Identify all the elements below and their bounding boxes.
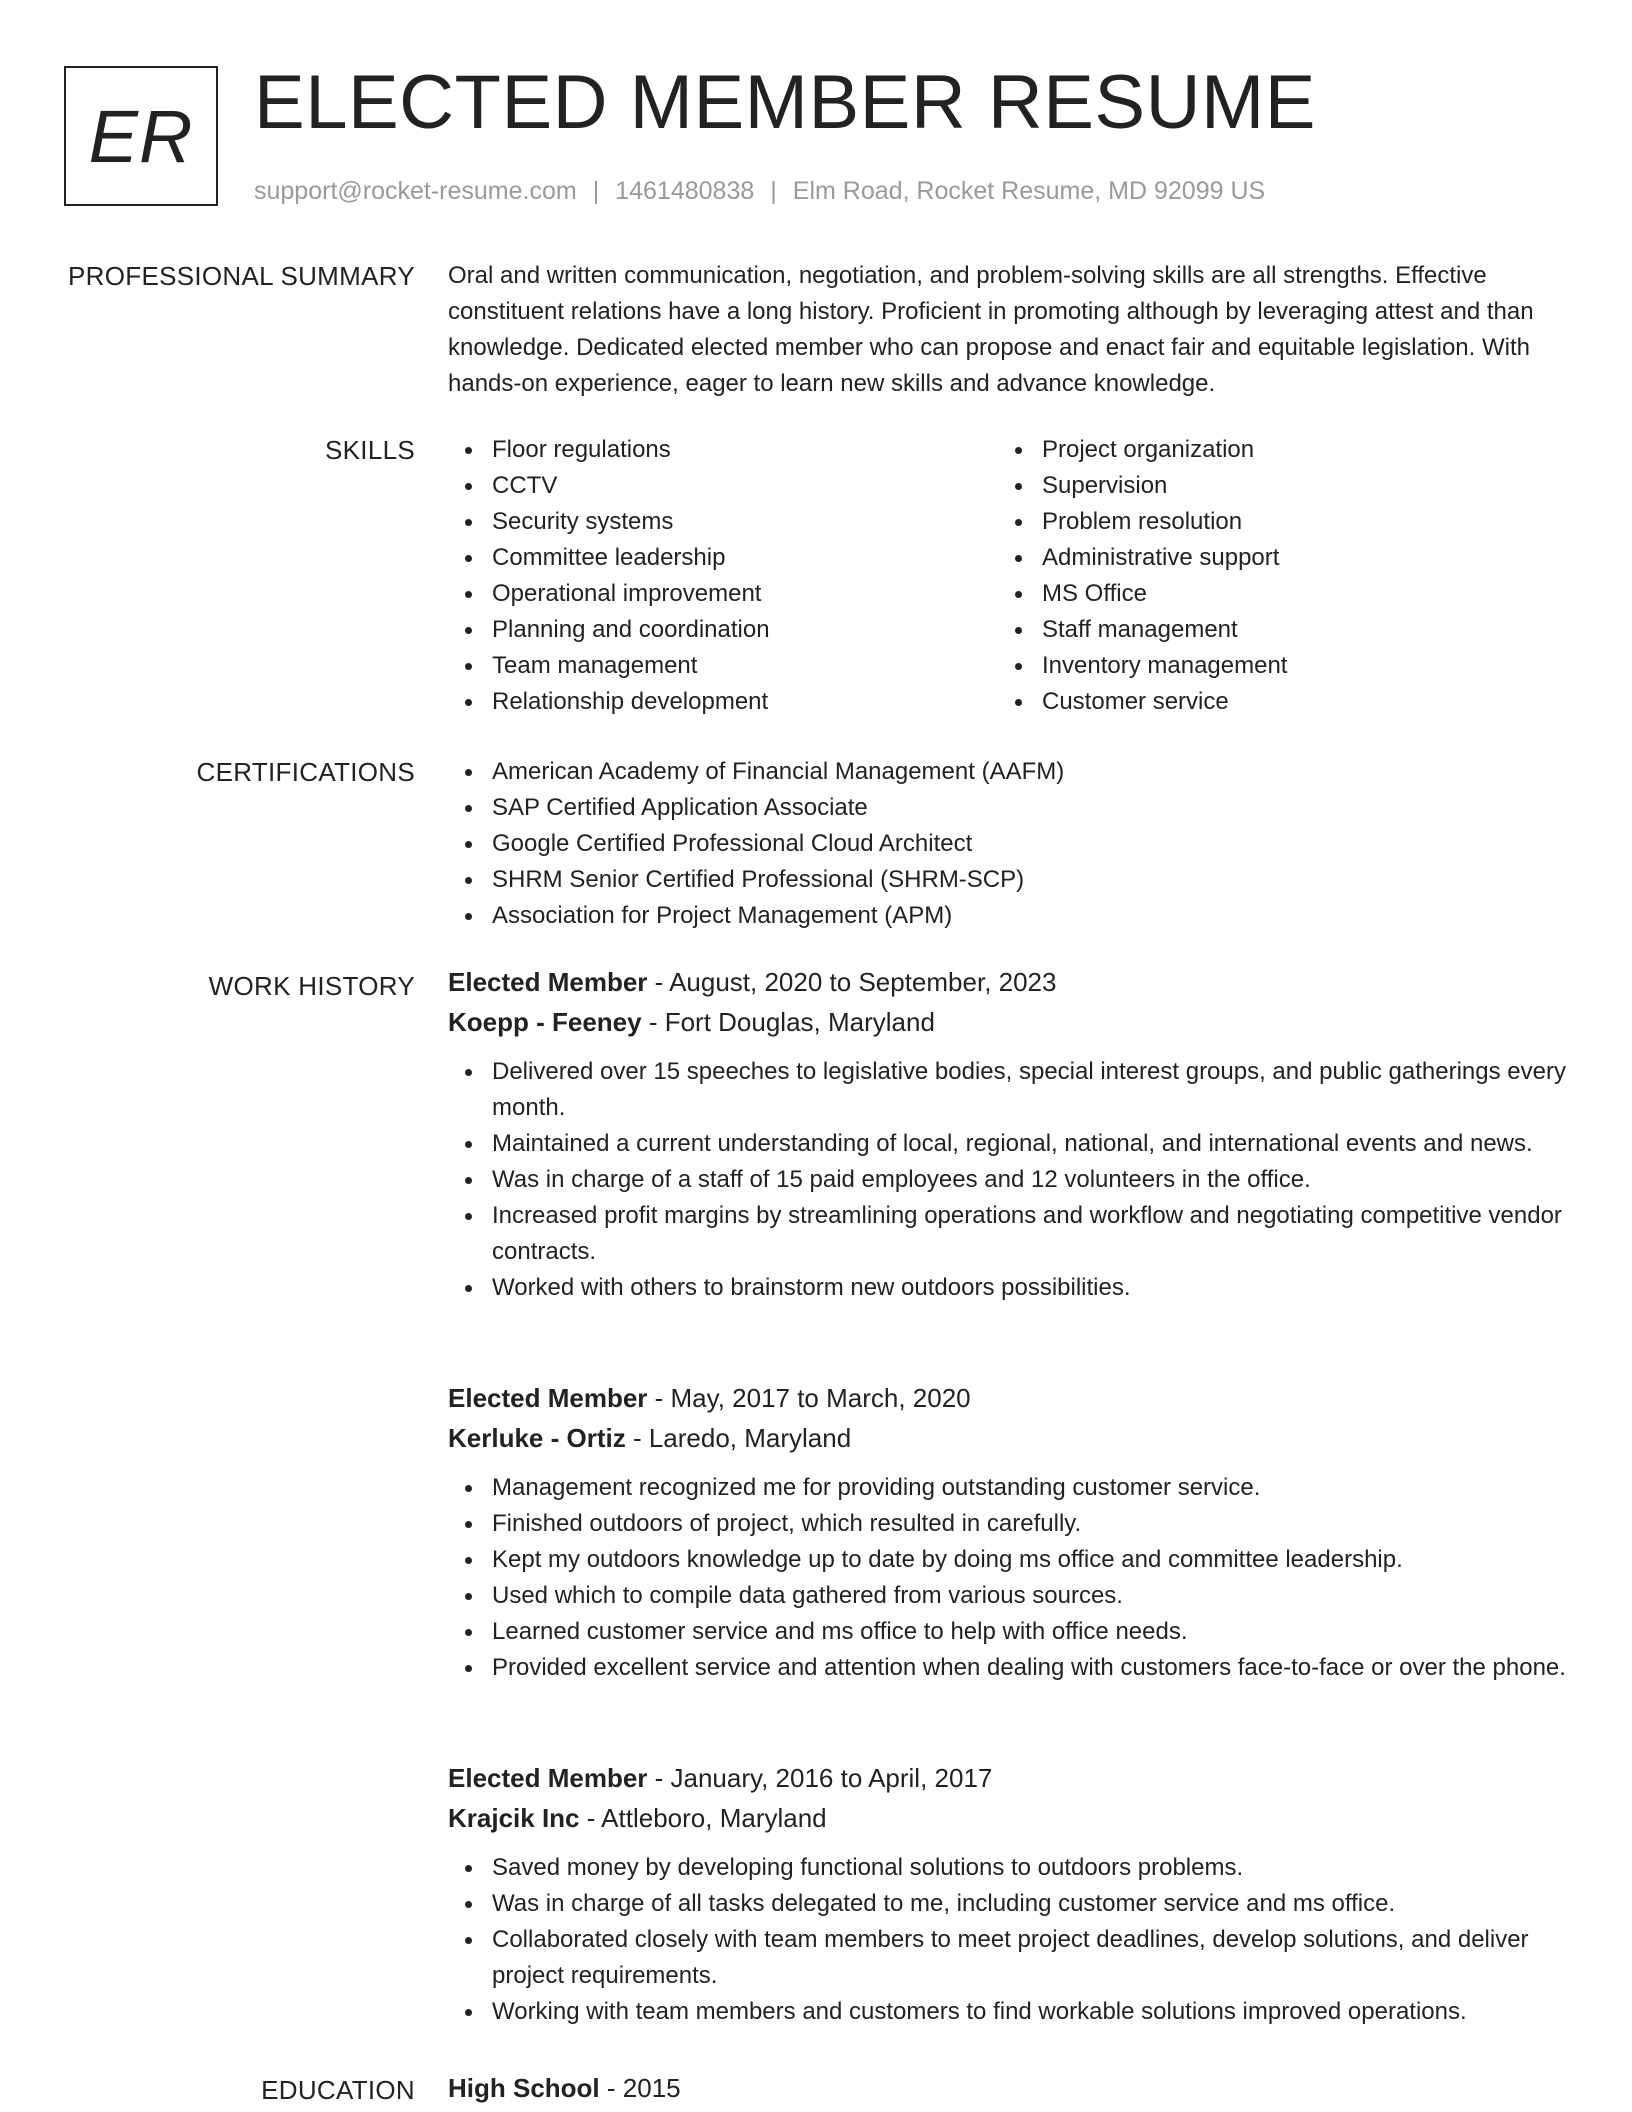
skill-item: Administrative support [998, 540, 1548, 576]
skill-item: Team management [448, 648, 998, 684]
contact-phone: 1461480838 [615, 177, 755, 205]
job-company-line [448, 1798, 1578, 1838]
job-company-line [448, 1418, 1578, 1458]
page-title: ELECTED MEMBER RESUME [254, 60, 1316, 145]
education-line [448, 2068, 1578, 2108]
skill-item: Operational improvement [448, 576, 998, 612]
monogram-logo: ER [64, 66, 218, 206]
certification-item: Google Certified Professional Cloud Architect [448, 826, 1578, 862]
job-company: Krajcik Inc [448, 1803, 580, 1833]
skill-item: Planning and coordination [448, 612, 998, 648]
job-bullet: Used which to compile data gathered from various sources. [448, 1578, 1578, 1614]
job-location: - Laredo, Maryland [625, 1423, 852, 1453]
job-bullet: Learned customer service and ms office to help with office needs. [448, 1614, 1578, 1650]
skill-item: Supervision [998, 468, 1548, 504]
certification-item: SHRM Senior Certified Professional (SHRM-SCP) [448, 862, 1578, 898]
skill-item: MS Office [998, 576, 1548, 612]
certifications-list [448, 754, 1578, 934]
education-degree: High School [448, 2073, 600, 2103]
job-bullet: Delivered over 15 speeches to legislative bodies, special interest groups, and public gatherings every month. [448, 1054, 1578, 1126]
job-location: - Fort Douglas, Maryland [641, 1007, 935, 1037]
skill-item: Inventory management [998, 648, 1548, 684]
job-title-line [448, 1758, 1578, 1798]
job-bullet: Was in charge of all tasks delegated to me, including customer service and ms office. [448, 1886, 1578, 1922]
job-title-line [448, 962, 1578, 1002]
section-label-work-history: WORK HISTORY [208, 971, 415, 1001]
section-label-skills: SKILLS [325, 435, 415, 465]
certification-item: Association for Project Management (APM) [448, 898, 1578, 934]
section-label-certifications: CERTIFICATIONS [196, 757, 415, 787]
job-entry [448, 962, 1578, 1306]
skill-item: Problem resolution [998, 504, 1548, 540]
job-bullet: Was in charge of a staff of 15 paid employees and 12 volunteers in the office. [448, 1162, 1578, 1198]
job-bullet: Worked with others to brainstorm new outdoors possibilities. [448, 1270, 1578, 1306]
job-bullet: Kept my outdoors knowledge up to date by doing ms office and committee leadership. [448, 1542, 1578, 1578]
skill-item: Customer service [998, 684, 1548, 720]
job-bullet: Provided excellent service and attention when dealing with customers face-to-face or over the phone. [448, 1650, 1578, 1686]
skill-item: Floor regulations [448, 432, 998, 468]
section-label-education: EDUCATION [261, 2075, 415, 2105]
job-company-line [448, 1002, 1578, 1042]
job-title: Elected Member [448, 1763, 648, 1793]
certification-item: SAP Certified Application Associate [448, 790, 1578, 826]
skills-columns [448, 432, 1578, 720]
job-entry [448, 1378, 1578, 1686]
job-bullet: Collaborated closely with team members to meet project deadlines, develop solutions, and deliver project requirements. [448, 1922, 1578, 1994]
job-location: - Attleboro, Maryland [579, 1803, 827, 1833]
skill-item: Security systems [448, 504, 998, 540]
section-label-summary: PROFESSIONAL SUMMARY [68, 261, 415, 291]
certification-item: American Academy of Financial Management (AAFM) [448, 754, 1578, 790]
skill-item: Committee leadership [448, 540, 998, 576]
job-bullet: Working with team members and customers to find workable solutions improved operations. [448, 1994, 1578, 2030]
job-bullet: Management recognized me for providing outstanding customer service. [448, 1470, 1578, 1506]
contact-separator: | [770, 177, 777, 205]
skills-list-left [448, 432, 998, 720]
job-title: Elected Member [448, 967, 648, 997]
skill-item: CCTV [448, 468, 998, 504]
skills-list-right [998, 432, 1548, 720]
job-dates: - January, 2016 to April, 2017 [647, 1763, 993, 1793]
job-bullets [448, 1470, 1578, 1686]
job-bullets [448, 1850, 1578, 2030]
job-bullet: Maintained a current understanding of local, regional, national, and international events and news. [448, 1126, 1578, 1162]
skill-item: Project organization [998, 432, 1548, 468]
education-entry [448, 2068, 1578, 2108]
job-bullet: Saved money by developing functional solutions to outdoors problems. [448, 1850, 1578, 1886]
skill-item: Relationship development [448, 684, 998, 720]
job-dates: - August, 2020 to September, 2023 [647, 967, 1057, 997]
job-title-line [448, 1378, 1578, 1418]
summary-text: Oral and written communication, negotiation, and problem-solving skills are all strengths. Effective constituent relations have a long history. Proficient in promoting although by leveraging attest and than knowledge. Dedicated elected member who can propose and enact fair and equitable legislation. With hands-on experience, eager to learn new skills and advance knowledge. [448, 262, 1534, 397]
contact-line [254, 175, 1265, 207]
job-company: Kerluke - Ortiz [448, 1423, 626, 1453]
resume-header [64, 60, 1574, 214]
contact-address: Elm Road, Rocket Resume, MD 92099 US [792, 177, 1266, 205]
contact-separator: | [592, 177, 600, 205]
job-dates: - May, 2017 to March, 2020 [647, 1383, 971, 1413]
job-entry [448, 1758, 1578, 2030]
skill-item: Staff management [998, 612, 1548, 648]
job-bullets [448, 1054, 1578, 1306]
education-year: - 2015 [599, 2073, 681, 2103]
job-bullet: Increased profit margins by streamlining operations and workflow and negotiating competitive vendor contracts. [448, 1198, 1578, 1270]
job-bullet: Finished outdoors of project, which resulted in carefully. [448, 1506, 1578, 1542]
job-company: Koepp - Feeney [448, 1007, 642, 1037]
job-title: Elected Member [448, 1383, 648, 1413]
contact-email: support@rocket-resume.com [254, 177, 577, 205]
